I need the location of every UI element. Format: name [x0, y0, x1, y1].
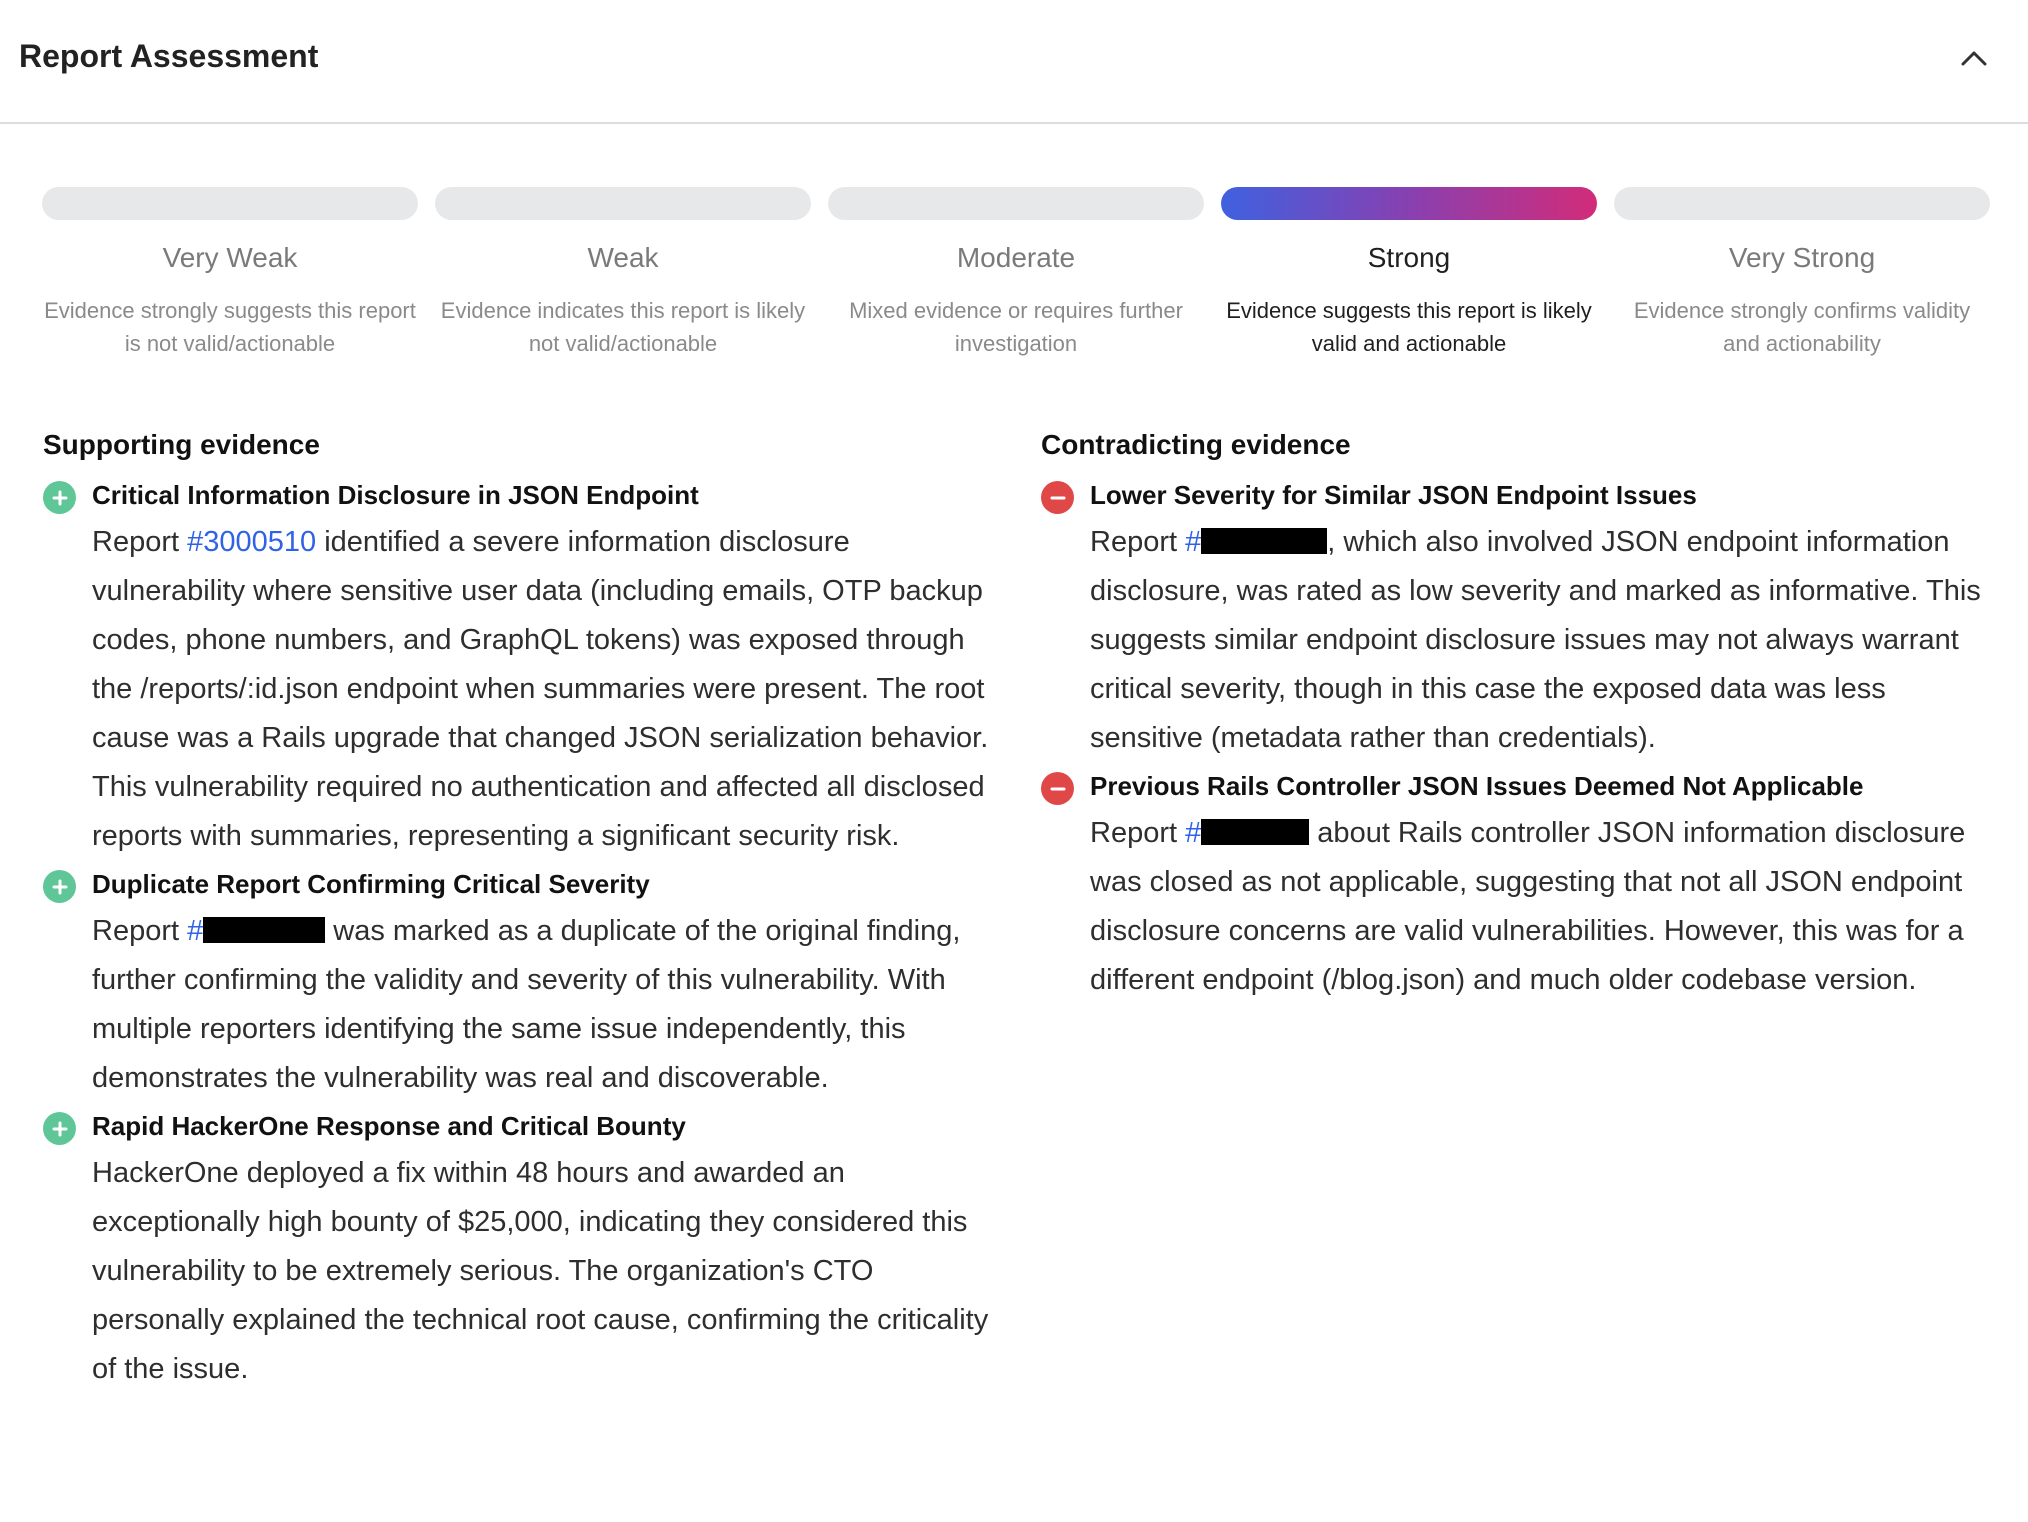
evidence-body [92, 907, 1003, 1103]
body-prefix: Report [1090, 817, 1186, 849]
evidence-item [1041, 763, 2001, 1005]
evidence-item [1041, 472, 2001, 763]
scale-bar [42, 187, 418, 220]
report-link[interactable]: # [1185, 526, 1202, 558]
contradicting-evidence-section [1041, 428, 2001, 1005]
supporting-evidence-section [43, 428, 1003, 1394]
scale-description: Evidence strongly confirms validity and actionability [1633, 298, 1971, 356]
evidence-item [43, 861, 1003, 1103]
scale-description: Mixed evidence or requires further investigation [849, 298, 1183, 356]
evidence-body: HackerOne deployed a fix within 48 hours and awarded an exceptionally high bounty of $25,000, indicating they considered this vulnerability to be extremely serious. The organization's CTO personally explained the technical root cause, confirming the criticality of the issue. [92, 1157, 989, 1385]
minus-circle-icon [1041, 772, 1074, 805]
evidence-title: Duplicate Report Confirming Critical Severity [92, 869, 650, 899]
report-link[interactable]: # [187, 915, 204, 947]
evidence-body [1090, 518, 2001, 763]
evidence-title: Critical Information Disclosure in JSON Endpoint [92, 480, 699, 510]
body-prefix: Report [92, 915, 188, 947]
scale-bar [828, 187, 1204, 220]
assessment-scale [42, 187, 1990, 367]
body-prefix: Report [92, 526, 188, 558]
body-text: about Rails controller JSON information disclosure was closed as not applicable, suggesting that not all JSON endpoint disclosure concerns are valid vulnerabilities. However, this was for a different endpoint (/blog.json) and much older codebase version. [1090, 817, 1966, 996]
body-text: , which also involved JSON endpoint information disclosure, was rated as low severity and marked as informative. This suggests similar endpoint disclosure issues may not always warrant critical severity, though in this case the exposed data was less sensitive (metadata rather than credentials). [1090, 526, 1981, 754]
scale-level-very-strong [1614, 187, 1990, 360]
evidence-title: Rapid HackerOne Response and Critical Bounty [92, 1111, 686, 1141]
redacted-block [1201, 819, 1309, 845]
scale-level-moderate [828, 187, 1204, 360]
scale-bar [435, 187, 811, 220]
scale-bar [1614, 187, 1990, 220]
minus-circle-icon [1041, 481, 1074, 514]
body-text: was marked as a duplicate of the original finding, further confirming the validity and severity of this vulnerability. With multiple reporters identifying the same issue independently, this demonstrates the vulnerability was real and discoverable. [92, 915, 961, 1094]
section-title: Supporting evidence [43, 429, 320, 460]
redacted-block [1201, 528, 1327, 554]
scale-label: Very Strong [1728, 242, 1876, 273]
scale-level-strong [1221, 187, 1597, 360]
chevron-up-icon [1959, 48, 1989, 68]
redacted-block [203, 917, 325, 943]
body-prefix: Report [1090, 526, 1186, 558]
collapse-button[interactable] [1952, 38, 1996, 78]
report-link[interactable]: # [1185, 817, 1202, 849]
section-title: Contradicting evidence [1041, 429, 1351, 460]
scale-description: Evidence indicates this report is likely not valid/actionable [440, 298, 806, 356]
scale-bar-active [1221, 187, 1597, 220]
evidence-item [43, 472, 1003, 861]
evidence-title: Lower Severity for Similar JSON Endpoint Issues [1090, 480, 1697, 510]
evidence-title: Previous Rails Controller JSON Issues Deemed Not Applicable [1090, 771, 1864, 801]
plus-circle-icon [43, 481, 76, 514]
evidence-item [43, 1103, 1003, 1394]
scale-level-very-weak [42, 187, 418, 360]
scale-label: Weak [587, 242, 659, 273]
scale-description: Evidence strongly suggests this report is not valid/actionable [44, 298, 416, 356]
scale-level-weak [435, 187, 811, 360]
report-link[interactable]: #3000510 [187, 526, 317, 558]
evidence-body [92, 518, 1003, 861]
scale-label: Strong [1367, 242, 1451, 273]
report-assessment-header [0, 0, 2028, 124]
scale-label: Very Weak [162, 242, 298, 273]
plus-circle-icon [43, 870, 76, 903]
plus-circle-icon [43, 1112, 76, 1145]
scale-label: Moderate [956, 242, 1076, 273]
page-title: Report Assessment [19, 38, 319, 74]
body-text: identified a severe information disclosure vulnerability where sensitive user data (including emails, OTP backup codes, phone numbers, and GraphQL tokens) was exposed through the /reports/:id.json endpoint when summaries were present. The root cause was a Rails upgrade that changed JSON serialization behavior. This vulnerability required no authentication and affected all disclosed reports with summaries, representing a significant security risk. [92, 526, 989, 852]
evidence-body [1090, 809, 2001, 1005]
scale-description: Evidence suggests this report is likely valid and actionable [1226, 298, 1592, 356]
